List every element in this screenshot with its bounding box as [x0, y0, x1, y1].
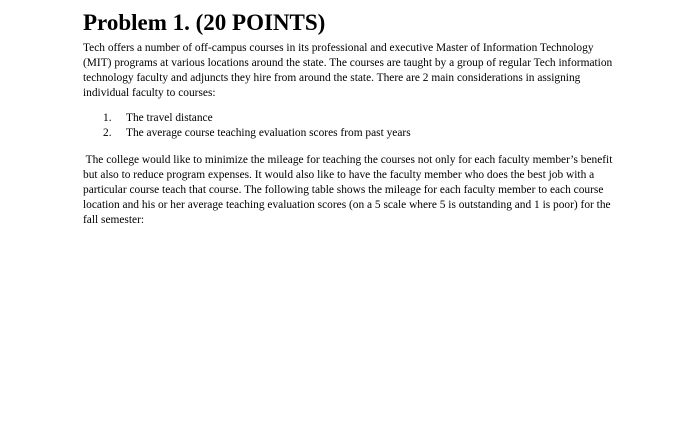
list-item-number: 1. — [103, 112, 112, 124]
intro-line: Tech offers a number of off-campus courses in its professional and executive Master of Information Technology — [83, 42, 594, 54]
list-item-text: The average course teaching evaluation scores from past years — [126, 127, 411, 139]
body-line: The college would like to minimize the mileage for teaching the courses not only for each faculty member’s benefit — [83, 154, 613, 166]
document-page — [83, 9, 643, 228]
considerations-list — [83, 111, 643, 141]
body-line: but also to reduce program expenses. It would also like to have the faculty member who does the best job with a — [83, 169, 595, 181]
body-line: fall semester: — [83, 214, 145, 226]
body-line: location and his or her average teaching evaluation scores (on a 5 scale where 5 is outstanding and 1 is poor) for the — [83, 199, 611, 211]
problem-title: Problem 1. (20 POINTS) — [83, 10, 326, 35]
body-paragraph — [83, 153, 643, 228]
intro-line: (MIT) programs at various locations around the state. The courses are taught by a group of regular Tech information — [83, 57, 613, 69]
body-line: particular course teach that course. The following table shows the mileage for each faculty member to each course — [83, 184, 604, 196]
list-item — [83, 126, 643, 141]
intro-line: technology faculty and adjuncts they hire from around the state. There are 2 main considerations in assigning — [83, 72, 581, 84]
list-item — [83, 111, 643, 126]
intro-line: individual faculty to courses: — [83, 87, 216, 99]
list-item-text: The travel distance — [126, 112, 213, 124]
list-item-number: 2. — [103, 127, 112, 139]
intro-paragraph — [83, 41, 643, 101]
